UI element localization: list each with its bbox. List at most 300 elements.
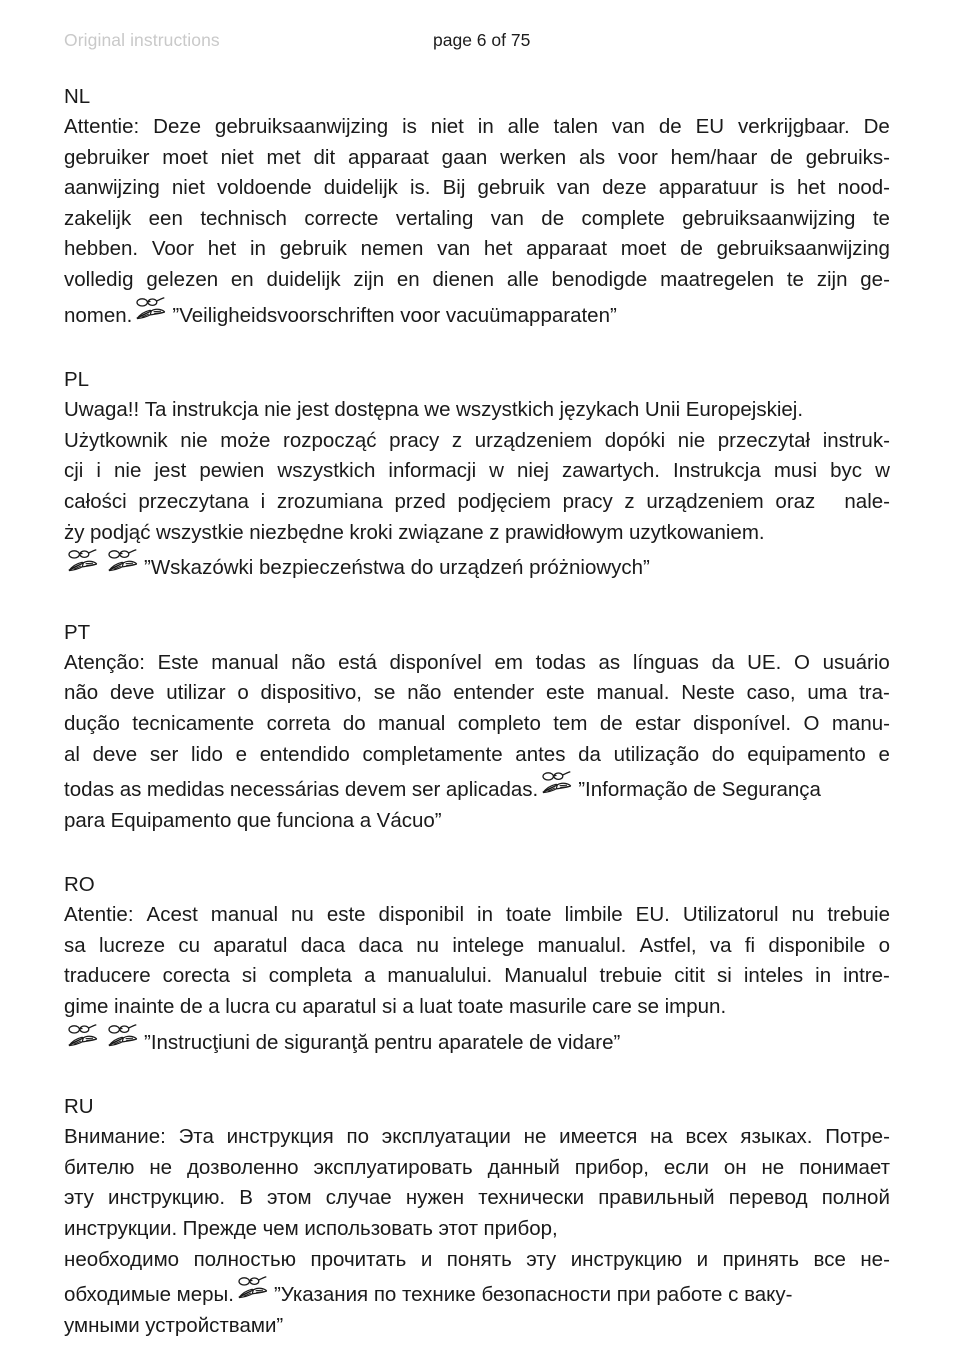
notice-paragraph — [64, 112, 890, 331]
word: Attentie: — [64, 115, 140, 138]
word: do — [342, 711, 366, 735]
word: het — [796, 176, 826, 200]
header-original-instructions-label: Original instructions — [64, 30, 220, 50]
word: si — [241, 964, 257, 988]
word: może — [220, 428, 271, 452]
word: прибор, — [483, 1217, 558, 1241]
notice-paragraph — [64, 395, 890, 584]
word: полностью — [193, 1247, 297, 1271]
word: имеется — [559, 1125, 638, 1149]
language-block-ro — [64, 870, 890, 1058]
word: as — [598, 650, 621, 674]
word: intelege — [452, 933, 525, 957]
word: правильный — [598, 1186, 715, 1210]
word: cji — [64, 459, 84, 483]
word: gebruiks- — [805, 145, 890, 169]
word: tecnicamente — [132, 711, 255, 735]
word: Внимание: — [64, 1125, 166, 1149]
word: gebruiker — [64, 145, 150, 169]
word: estar — [635, 711, 681, 735]
word: Europejskiej. — [685, 398, 804, 422]
reading-glasses-over-book-icon — [540, 770, 574, 796]
word: en — [396, 267, 420, 291]
word: completa — [268, 964, 352, 988]
language-code-label: RO — [64, 873, 95, 897]
word: związane — [398, 520, 484, 544]
word: manual. — [596, 681, 670, 705]
text-line — [64, 426, 890, 457]
word: uzytkowaniem. — [629, 520, 765, 544]
word: Instrukcja — [673, 459, 761, 483]
word: toate — [457, 995, 504, 1019]
word: met — [266, 145, 301, 169]
word: intre- — [843, 964, 890, 988]
reading-glasses-over-book-icon — [134, 296, 168, 322]
word: benodigde — [551, 267, 648, 291]
word: a — [363, 964, 376, 988]
word: przeczytał — [717, 428, 811, 452]
text-line — [64, 1245, 890, 1276]
word: impun. — [664, 995, 727, 1019]
word: i — [96, 459, 101, 483]
word: este — [545, 681, 585, 705]
word: niet — [430, 115, 464, 138]
word: ży — [64, 520, 85, 544]
word: duidelijk — [266, 267, 341, 291]
word: cu — [178, 933, 200, 957]
word: instrukcja — [171, 398, 259, 422]
word: disponibil — [378, 903, 465, 927]
word: этот — [438, 1217, 479, 1241]
word: e — [235, 742, 247, 766]
word: этом — [266, 1186, 312, 1210]
word: utilizar — [166, 681, 226, 705]
word: nie — [180, 428, 208, 452]
word: niet — [220, 145, 254, 169]
word: si — [381, 995, 397, 1019]
word: dostępna — [334, 398, 419, 422]
reading-glasses-over-book-icon — [66, 1023, 100, 1049]
word: Bij — [442, 176, 466, 200]
word: correcte — [304, 206, 379, 230]
word: manu- — [831, 711, 890, 735]
word: deze — [602, 176, 647, 200]
language-block-pl — [64, 365, 890, 584]
word: em — [494, 650, 523, 674]
word: in — [477, 115, 494, 138]
word: technisch — [200, 206, 287, 230]
word: funciona — [276, 808, 355, 832]
word: dienen — [432, 267, 495, 291]
word: is — [770, 176, 785, 200]
reading-glasses-over-book-icon — [236, 1275, 270, 1301]
word: moet — [162, 145, 208, 169]
language-block-pt — [64, 618, 890, 837]
word: citit — [674, 964, 705, 988]
word: do — [711, 742, 735, 766]
text-line — [64, 112, 890, 143]
word: niej — [517, 459, 549, 483]
word: podjąć — [90, 520, 151, 544]
word: is. — [410, 176, 431, 200]
word: zawartych. — [562, 459, 660, 483]
word: luat — [419, 995, 453, 1019]
word: aparatul — [213, 933, 288, 957]
word: все — [813, 1247, 846, 1271]
word: urządzeniem — [646, 489, 764, 513]
word: Voor — [151, 237, 195, 261]
word: z — [451, 428, 463, 452]
word: fi — [744, 933, 756, 957]
word: in — [815, 964, 832, 988]
text-line — [64, 1122, 890, 1153]
word: jest — [296, 398, 329, 422]
word: te — [872, 206, 890, 230]
word: необходимо — [64, 1247, 180, 1271]
document-body — [64, 82, 890, 1341]
word: przeczytana — [138, 489, 249, 513]
word: instruk- — [822, 428, 890, 452]
text-line — [64, 678, 890, 709]
word: volledig — [64, 267, 134, 291]
word: para — [64, 808, 106, 832]
word: de — [770, 145, 793, 169]
word: całości — [64, 489, 127, 513]
word: antes — [515, 742, 566, 766]
word: инструкцию. — [108, 1186, 226, 1210]
word: da — [578, 742, 601, 766]
text-line — [64, 487, 890, 518]
word: O — [793, 650, 810, 674]
word: toate — [505, 903, 552, 927]
word: Equipamento — [110, 808, 232, 832]
word: использовать — [304, 1217, 433, 1241]
word: ser — [149, 742, 179, 766]
word: wszystkich — [456, 398, 554, 422]
word: este — [326, 903, 366, 927]
word: inteles — [743, 964, 804, 988]
word: in — [249, 237, 266, 261]
word: понять — [446, 1247, 512, 1271]
word: Atentie: — [64, 903, 134, 927]
word: byc — [830, 459, 863, 483]
word: Vácuo” — [376, 808, 442, 832]
word: daca — [358, 933, 403, 957]
word: умными — [64, 1313, 140, 1337]
word: w — [875, 459, 890, 483]
word: wszystkich — [277, 459, 376, 483]
text-line — [64, 1153, 890, 1184]
word: dução — [64, 711, 120, 735]
word: не — [149, 1155, 173, 1179]
word: niezbędne — [249, 520, 344, 544]
word: перевод — [728, 1186, 808, 1210]
word: O — [803, 711, 820, 735]
word: gaan — [441, 145, 488, 169]
word: niet — [171, 176, 205, 200]
word: não — [291, 650, 326, 674]
word: kroki — [349, 520, 393, 544]
word: Acest — [146, 903, 198, 927]
word: prawidłowym — [505, 520, 624, 544]
word: moet — [620, 237, 667, 261]
language-code-label: PL — [64, 368, 90, 392]
word: Atenção: — [64, 650, 145, 674]
word: manualului. — [387, 964, 493, 988]
word: прочитать — [310, 1247, 407, 1271]
text-line — [64, 648, 890, 679]
text-line — [64, 518, 890, 549]
word: обходимые — [64, 1283, 172, 1307]
word: se — [373, 681, 396, 705]
word: não — [407, 681, 442, 705]
word: данный — [487, 1155, 560, 1179]
language-code-label: RU — [64, 1095, 94, 1119]
reading-glasses-over-book-icon — [66, 548, 100, 574]
word: бителю — [64, 1155, 135, 1179]
word: a — [208, 995, 220, 1019]
word: manual — [378, 711, 446, 735]
text-line — [64, 992, 890, 1023]
word: Manualul — [504, 964, 588, 988]
word: caso, — [746, 681, 796, 705]
notice-paragraph — [64, 900, 890, 1058]
word: ge- — [860, 267, 890, 291]
word: corecta — [162, 964, 230, 988]
text-line — [64, 456, 890, 487]
word: gelezen — [146, 267, 219, 291]
word: z — [489, 520, 500, 544]
quoted-reference-title: ”Veiligheidsvoorschriften voor vacuümapparaten” — [172, 303, 617, 327]
word: maatregelen — [660, 267, 775, 291]
word: van — [490, 206, 524, 230]
word: complete — [581, 206, 665, 230]
text-line — [64, 1275, 890, 1311]
word: z — [624, 489, 635, 513]
word: in — [477, 903, 493, 927]
word: Użytkownik — [64, 428, 168, 452]
word: de — [680, 237, 703, 261]
word: apparatuur — [658, 176, 758, 200]
word: gebruiksaanwijzing — [214, 115, 389, 138]
word: gebruiksaanwijzing — [716, 237, 890, 261]
word: не — [523, 1125, 547, 1149]
word: talen — [553, 115, 598, 138]
word: podjęciem — [457, 489, 551, 513]
word: deve — [110, 681, 155, 705]
word: correta — [266, 711, 331, 735]
word: нужен — [405, 1186, 465, 1210]
word: gebruik — [279, 237, 347, 261]
word: эту — [64, 1186, 94, 1210]
word: чем — [262, 1217, 299, 1241]
word: van — [437, 237, 471, 261]
word: gime — [64, 995, 109, 1019]
word: не- — [860, 1247, 890, 1271]
word: дозволенно — [186, 1155, 299, 1179]
word: przed — [394, 489, 446, 513]
text-line — [64, 173, 890, 204]
page-header — [64, 30, 890, 56]
word: een — [148, 206, 183, 230]
word: Прежде — [182, 1217, 258, 1241]
text-line — [64, 1214, 890, 1245]
word: lucreze — [98, 933, 166, 957]
word: De — [863, 115, 890, 138]
word: принять — [722, 1247, 800, 1271]
word: completo — [457, 711, 541, 735]
word: daca — [300, 933, 346, 957]
word: está — [338, 650, 377, 674]
word: usuário — [822, 650, 890, 674]
word: completamente — [362, 742, 503, 766]
word: het — [483, 237, 513, 261]
word: devem — [344, 778, 407, 802]
word — [827, 487, 833, 518]
word: nomen. — [64, 303, 133, 327]
word: nemen — [360, 237, 424, 261]
word: ser — [411, 778, 441, 802]
text-line — [64, 806, 890, 837]
word: językach — [559, 398, 640, 422]
word: dopóki — [604, 428, 666, 452]
word: trebuie — [827, 903, 890, 927]
word: понимает — [799, 1155, 890, 1179]
language-block-ru — [64, 1092, 890, 1341]
word: alle — [506, 267, 539, 291]
word: nu — [791, 903, 815, 927]
word: nie — [264, 398, 292, 422]
word: aplicadas. — [445, 778, 539, 802]
word: эксплуатировать — [313, 1155, 473, 1179]
text-line — [64, 931, 890, 962]
word: инструкция — [226, 1125, 334, 1149]
word: nale- — [844, 489, 890, 513]
word: sa — [64, 933, 86, 957]
word: Deze — [153, 115, 201, 138]
word: pracy — [389, 428, 440, 452]
word: Astfel, — [639, 933, 697, 957]
word: nu — [416, 933, 440, 957]
word: tra- — [859, 681, 890, 705]
word: manual — [211, 650, 279, 674]
word: de — [658, 115, 682, 138]
word: gebruiksaanwijzing — [682, 206, 856, 230]
word: al — [64, 742, 80, 766]
word: cu — [275, 995, 297, 1019]
word: w — [489, 459, 504, 483]
word: и — [696, 1247, 709, 1271]
word: a — [359, 808, 372, 832]
word: manualul. — [537, 933, 627, 957]
word: инструкцию — [570, 1247, 683, 1271]
word: zakelijk — [64, 206, 132, 230]
quoted-reference-title: ”Wskazówki bezpieczeństwa do urządzeń próżniowych” — [144, 556, 650, 580]
word: меры. — [176, 1283, 234, 1307]
word: vertaling — [395, 206, 474, 230]
word: aanwijzing — [64, 176, 160, 200]
word: на — [650, 1125, 673, 1149]
text-line — [64, 265, 890, 296]
word: da — [711, 650, 735, 674]
word: не — [761, 1155, 785, 1179]
word: случае — [325, 1186, 392, 1210]
word: todas — [64, 778, 115, 802]
word: эксплуатации — [381, 1125, 511, 1149]
word: as — [119, 778, 142, 802]
word: языках. — [740, 1125, 813, 1149]
text-line — [64, 961, 890, 992]
language-code-label: PT — [64, 620, 91, 644]
reading-glasses-over-book-icon — [106, 1023, 140, 1049]
word: de — [599, 711, 623, 735]
text-line — [64, 709, 890, 740]
language-block-nl — [64, 82, 890, 331]
word: als — [578, 145, 606, 169]
word: полной — [821, 1186, 890, 1210]
word: se — [637, 995, 660, 1019]
text-line — [64, 143, 890, 174]
word: de — [541, 206, 565, 230]
word: disponibile — [768, 933, 866, 957]
word: todas — [535, 650, 586, 674]
word: línguas — [632, 650, 699, 674]
word: по — [346, 1125, 369, 1149]
word: EU — [695, 115, 725, 138]
text-line — [64, 770, 890, 806]
word: hebben. — [64, 237, 139, 261]
page-number-label: page 6 of 75 — [433, 30, 531, 50]
word: эту — [526, 1247, 557, 1271]
word: Uwaga!! — [64, 398, 140, 422]
word: que — [236, 808, 272, 832]
word: zijn — [816, 267, 848, 291]
text-line — [64, 204, 890, 235]
word: lucra — [225, 995, 270, 1019]
word: он — [723, 1155, 747, 1179]
word: gebruik — [477, 176, 545, 200]
word: deve — [92, 742, 138, 766]
word: entendido — [259, 742, 350, 766]
quoted-reference-title: ”Указания по технике безопасности при работе с ваку- — [273, 1283, 793, 1307]
word: manual — [210, 903, 279, 927]
word: de — [179, 995, 203, 1019]
word: musi — [773, 459, 818, 483]
word: прибор, — [574, 1155, 649, 1179]
word: EU. — [635, 903, 670, 927]
text-line — [64, 395, 890, 426]
word: disponível — [389, 650, 482, 674]
word: dispositivo, — [260, 681, 362, 705]
word: informacji — [388, 459, 477, 483]
word: entender — [453, 681, 535, 705]
word: si — [717, 964, 732, 988]
word: is — [402, 115, 417, 138]
word: Neste — [681, 681, 735, 705]
quoted-reference-title: ”Informação de Segurança — [578, 778, 821, 802]
word: nie — [677, 428, 706, 452]
word: apparaat — [526, 237, 608, 261]
word: jest — [154, 459, 187, 483]
word: apparaat — [347, 145, 429, 169]
word: если — [663, 1155, 709, 1179]
word: utilização — [613, 742, 700, 766]
word: dit — [313, 145, 336, 169]
word: oraz — [775, 489, 816, 513]
word: tem — [553, 711, 588, 735]
word: duidelijk — [323, 176, 398, 200]
word: nu — [291, 903, 314, 927]
